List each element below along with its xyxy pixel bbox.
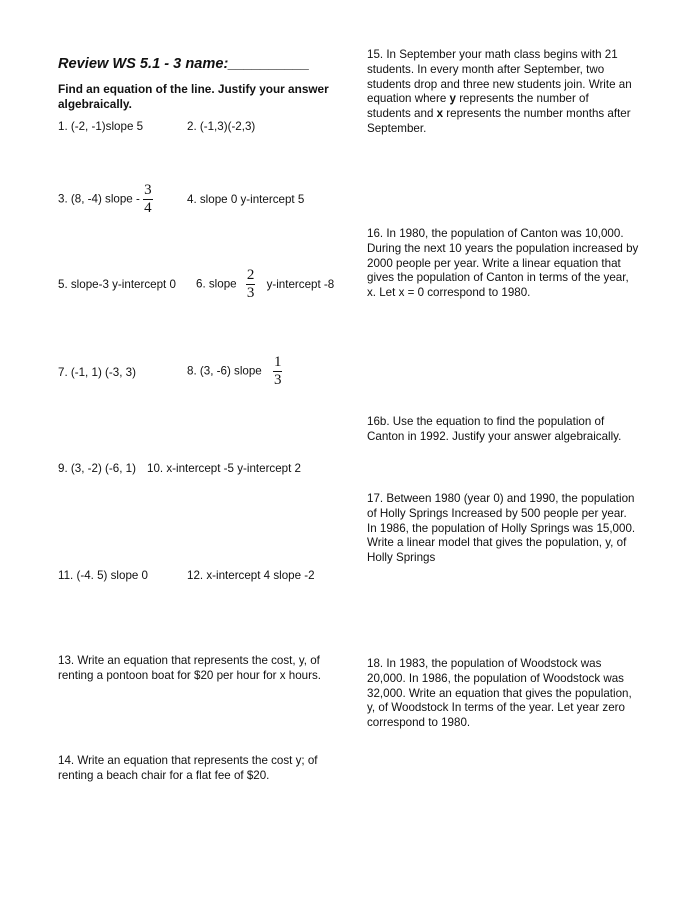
problem-8-text: 8. (3, -6) slope xyxy=(187,364,262,378)
problem-18: 18. In 1983, the population of Woodstock was 20,000. In 1986, the population of Woodstock was 32,000. Write an equation that gives the population, y, of Woodstock In terms of the year. Let year zero correspond to 1980. xyxy=(367,657,632,730)
problem-15-part-c: represents the number months after September. xyxy=(367,107,631,135)
fraction-denominator: 3 xyxy=(273,372,282,388)
fraction-numerator: 3 xyxy=(144,182,152,198)
problem-3-text: 3. (8, -4) slope - xyxy=(58,192,140,206)
problem-6 xyxy=(196,268,334,301)
variable-x: x xyxy=(436,107,444,121)
problem-6-suffix: y-intercept -8 xyxy=(266,277,335,291)
problem-15 xyxy=(367,48,635,137)
fraction-numerator: 1 xyxy=(273,354,282,370)
problem-1: 1. (-2, -1)slope 5 xyxy=(58,120,144,133)
problem-5: 5. slope-3 y-intercept 0 xyxy=(58,278,176,291)
fraction-one-third xyxy=(273,355,283,388)
problem-16: 16. In 1980, the population of Canton was 10,000. During the next 10 years the population increased by 2000 people per year. Write a linear equation that gives the population of Canton in terms of the year, x. Let x = 0 correspond to 1980. xyxy=(367,227,639,300)
problem-12: 12. x-intercept 4 slope -2 xyxy=(187,569,315,582)
problem-15-part-a: 15. In September your math class begins with 21 students. In every month after September, two students drop and three new students join. Write an equation where xyxy=(367,48,632,106)
problem-8 xyxy=(187,355,282,388)
problem-9: 9. (3, -2) (-6, 1) xyxy=(58,462,136,475)
worksheet-title: Review WS 5.1 - 3 name:__________ xyxy=(58,56,310,72)
problem-17: 17. Between 1980 (year 0) and 1990, the population of Holly Springs Increased by 500 people per year. In 1986, the population of Holly Springs was 15,000. Write a linear model that gives the population, y, of Holly Springs xyxy=(367,492,636,565)
problem-16b: 16b. Use the equation to find the population of Canton in 1992. Justify your answer algebraically. xyxy=(367,415,622,443)
problem-11: 11. (-4. 5) slope 0 xyxy=(58,569,149,582)
problem-15-part-b: represents the number of students and xyxy=(367,92,589,121)
fraction-two-thirds xyxy=(246,268,256,301)
problem-6-text: 6. slope xyxy=(196,277,237,291)
problem-7: 7. (-1, 1) (-3, 3) xyxy=(58,366,136,379)
problem-10: 10. x-intercept -5 y-intercept 2 xyxy=(147,462,302,475)
fraction-denominator: 4 xyxy=(144,200,152,216)
instructions: Find an equation of the line. Justify your answer algebraically. xyxy=(58,82,329,111)
problem-13: 13. Write an equation that represents the cost, y, of renting a pontoon boat for $20 per hour for x hours. xyxy=(58,654,321,682)
fraction-denominator: 3 xyxy=(246,285,255,301)
problem-14: 14. Write an equation that represents the cost y; of renting a beach chair for a flat fee of $20. xyxy=(58,754,318,782)
fraction-three-fourths xyxy=(143,183,153,216)
problem-3 xyxy=(58,183,153,216)
variable-y: y xyxy=(449,92,456,106)
problem-4: 4. slope 0 y-intercept 5 xyxy=(187,193,305,206)
fraction-numerator: 2 xyxy=(246,267,255,283)
problem-2: 2. (-1,3)(-2,3) xyxy=(187,120,256,133)
